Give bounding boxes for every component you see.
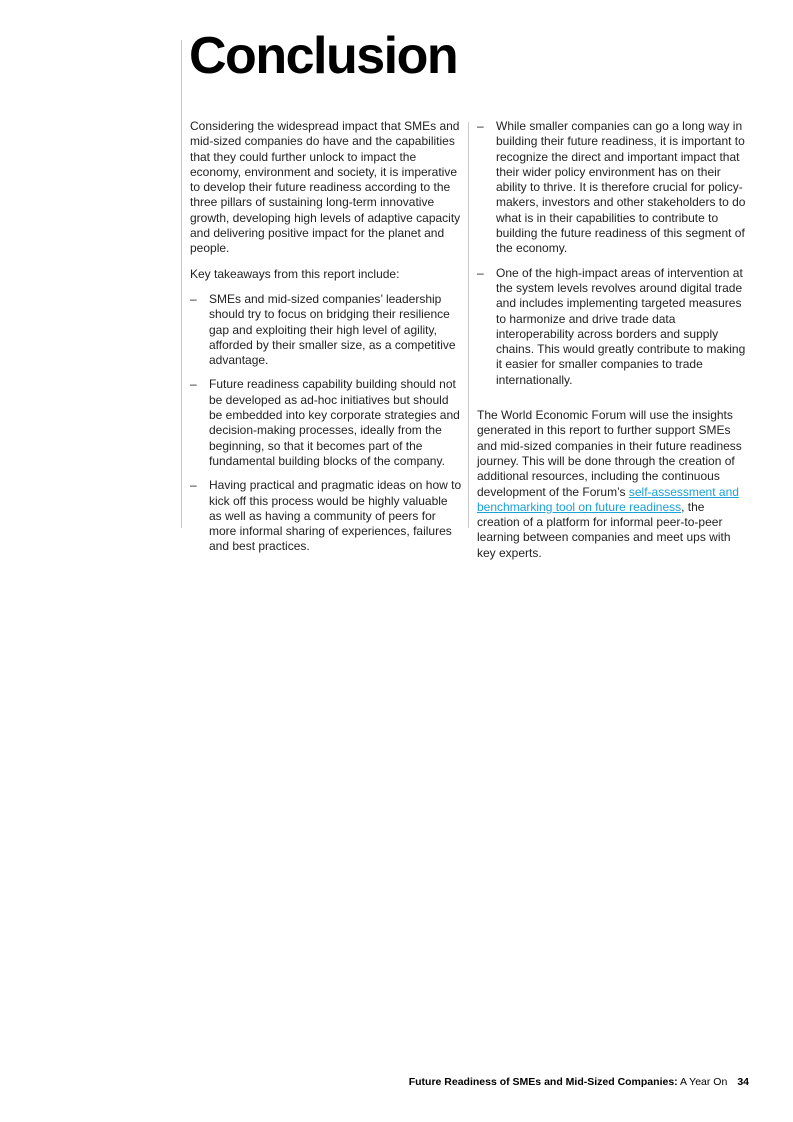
column-divider-rule bbox=[468, 122, 469, 528]
left-margin-rule bbox=[181, 40, 182, 528]
takeaways-list bbox=[190, 292, 462, 555]
takeaways-list-continued bbox=[477, 119, 749, 388]
bullet-dash: – bbox=[190, 478, 197, 493]
list-item-text: SMEs and mid-sized companies’ leadership should try to focus on bridging their resilience gap and exploiting their high level of agility, afforded by their smaller size, as a competitive advantage. bbox=[209, 291, 456, 368]
list-item bbox=[477, 266, 749, 388]
list-item-text: One of the high-impact areas of intervention at the system levels revolves around digital trade and includes implementing targeted measures to harmonize and drive trade data interoperability across borders and supply chains. This would greatly contribute to making it easier for smaller companies to trade internationally. bbox=[496, 265, 746, 387]
list-item bbox=[190, 478, 462, 554]
bullet-dash: – bbox=[477, 265, 484, 280]
list-item-text: While smaller companies can go a long way in building their future readiness, it is important to recognize the direct and important impact that their wider policy environment has on their ability to thrive. It is therefore crucial for policy-makers, investors and other stakeholders to do what is in their capabilities to contribute to building the future readiness of this segment of the economy. bbox=[496, 119, 746, 256]
list-item bbox=[190, 292, 462, 368]
footer-report-title: Future Readiness of SMEs and Mid-Sized Companies: bbox=[408, 1076, 678, 1088]
page-title: Conclusion bbox=[189, 27, 458, 85]
page-footer bbox=[409, 1076, 749, 1088]
list-item-text: Having practical and pragmatic ideas on how to kick off this process would be highly valuable as well as having a community of peers for more informal sharing of experiences, failures and best practices. bbox=[209, 478, 462, 554]
bullet-dash: – bbox=[190, 291, 197, 306]
self-assessment-tool-link[interactable]: self-assessment and benchmarking tool on future readiness bbox=[477, 484, 739, 514]
footer-subtitle: A Year On bbox=[677, 1076, 728, 1088]
closing-text-end: , the creation of a platform for informal peer-to-peer learning between companies and meet ups with key experts. bbox=[477, 499, 731, 560]
left-column bbox=[190, 119, 462, 564]
right-column bbox=[477, 119, 749, 571]
page-number: 34 bbox=[737, 1076, 749, 1088]
closing-text-start: The World Economic Forum will use the insights generated in this report to further support SMEs and mid-sized companies in their future readiness journey. This will be done through the creation of additional resources, including the continuous development of the Forum’s bbox=[477, 408, 742, 499]
bullet-dash: – bbox=[190, 377, 197, 392]
list-item bbox=[477, 119, 749, 257]
list-item bbox=[190, 377, 462, 469]
intro-paragraph: Considering the widespread impact that SMEs and mid-sized companies do have and the capabilities that they could further unlock to impact the economy, environment and society, it is imperative to develop their future readiness according to the three pillars of sustaining long-term innovative growth, developing high levels of adaptive capacity and delivering positive impact for the planet and people. bbox=[190, 119, 461, 256]
closing-paragraph bbox=[477, 408, 749, 561]
list-item-text: Future readiness capability building should not be developed as ad-hoc initiatives but should be embedded into key corporate strategies and decision-making processes, ideally from the beginning, so that it becomes part of the fundamental building blocks of the company. bbox=[209, 377, 460, 468]
takeaways-intro: Key takeaways from this report include: bbox=[190, 266, 400, 281]
bullet-dash: – bbox=[477, 119, 484, 133]
